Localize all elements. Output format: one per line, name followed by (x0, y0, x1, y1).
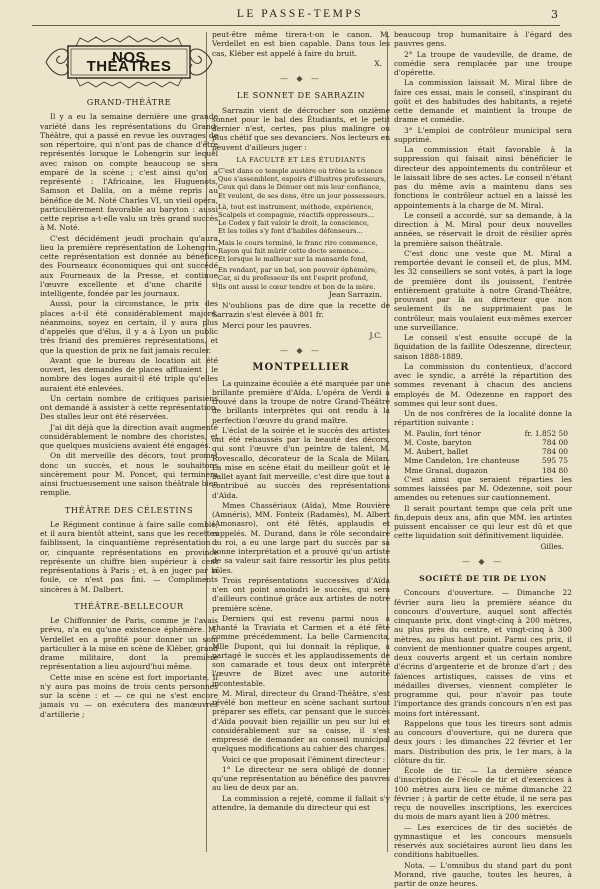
paragraph: La commission laissait M. Miral libre de faire ces essai, mais le conseil, s'inspirant du goût et des habitudes des habitants, a rejeté cette demande et maintient la troupe de drame et comédie. (394, 78, 572, 125)
section-heading: LE SONNET DE SARRAZIN (236, 90, 366, 101)
section-heading: SOCIÉTÉ DE TIR DE LYON (419, 574, 547, 583)
paragraph: N'oublions pas de dire que la recette de Sarrazin s'est élevée à 801 fr. (212, 301, 390, 320)
paragraph: Un certain nombre de critiques parisiens ont demandé à assister à cette représentation. Des stalles leur ont été réservées. (40, 393, 218, 422)
page-number: 3 (551, 8, 558, 21)
poem-line: Et lorsque le malheur sur la mansarde fond, (218, 254, 368, 263)
poem-line: Le Codex y fait valoir le droit, la conscience, (218, 219, 370, 228)
paragraph: Trois représentations successives d'Aïda n'en ont point amoindri le succès, qui sera d'ailleurs continué grâce aux artistes de notre première scène. (212, 575, 390, 613)
column-1 (40, 30, 218, 720)
ornament-divider-icon: — ◆ — (279, 74, 323, 83)
ornament-divider-icon: — ◆ — (279, 346, 323, 355)
ornament-divider-icon: — ◆ — (461, 556, 505, 566)
paragraph: C'est donc une veste que M. Miral a remportée devant le conseil et, de plus, MM. les 32 conseillers se sont votés, à part la loge de première dont ils jouissent, l'entrée entièrement gratuite à notre Grand-Théâtre, prouvant par là au directeur que non seulement ils ne supprimaient pas le contrôleur, mais voulaient eux-mêmes exercer une surveillance. (394, 248, 572, 332)
list-item: Mme Candelon, 1re chanteuse 595 75 (404, 456, 568, 466)
paragraph: M. Miral, directeur du Grand-Théâtre, s'est révélé bon metteur en scène sachant surtout préparer ses effets, car pensant que le succès d'Aïda pouvait bien rejaillir un peu sur lui et considérablement sur sa caisse, il s'est empressé de demander au conseil municipal quelques modifications au cahier des charges. (212, 688, 390, 754)
list-item: M. Coste, baryton 784 00 (404, 437, 568, 447)
paragraph: Il serait pourtant temps que cela prît une fin,depuis deux ans, afin que MM. les artistes puissent encaisser ce qui leur est dû et que cette liquidation soit définitivement liquidée. (394, 503, 572, 541)
paragraph: Merci pour les pauvres. (222, 320, 312, 330)
section-heading: GRAND-THÉÂTRE (86, 97, 172, 107)
paragraph: 1° Le directeur ne sera obligé de donner qu'une représentation au bénéfice des pauvres au lieu de deux par an. (212, 764, 390, 793)
paragraph: Il y a eu la semaine dernière une grande variété dans les représentations du Grand-Théâtre, qui a passé en revue les ouvrages de son répertoire, qui n'ont pas de chance d'être représentés lorsque le Lohengrin sur lequel avec raison on compte beaucoup se sera emparé de la scène ; c'est ainsi qu'on a représenté : l'Africaine, les Huguenots, Samson et Dalila, on a même repris au bénéfice de M. Noté Charles VI, un vieil opéra, particulièrement favorable au baryton : aussi cette reprise a-t-elle valu un très grand succès à M. Noté. (40, 112, 218, 233)
newspaper-title: LE PASSE-TEMPS (236, 8, 364, 20)
poem (218, 156, 390, 299)
paragraph: Concours d'ouverture. — Dimanche 22 février aura lieu la première séance du concours d'ouverture, auquel sont affectés cinquante prix, dont vingt-cinq à 200 mètres, au plus près du centre, et vingt-cinq à 300 mètres, au plus haut point. Parmi ces prix, il convient de mentionner quatre coupes argent, deux couverts argent et un certain nombre d'écrins d'argenterie et de bronze d'art ; des faïences artistiques, caisses de vins et médailles diverses, viennent compléter le programme qui, pour n'avoir pas toute l'importance des grands concours n'en est pas moins fort intéressant. (394, 588, 572, 718)
paragraph: peut-être même tirera-t-on le canon. M. Verdellet en est bien capable. Dans tous les cas, Kléber est appelé à faire du bruit. (212, 30, 390, 58)
poem-line: Que s'assemblent, espoirs d'illustres professeurs, (218, 175, 387, 184)
poem-line: Là, tout est instrument, méthode, expérience, (218, 202, 374, 211)
paragraph: Derniers qui est revenu parmi nous a chanté la Traviata et Carmen et a été fêté comme précédemment. La belle Carmencita, Mlle Dupont, qui lui donnait la réplique, a partagé le succès et les applaudissements de son camarade et tous deux ont interprété l'œuvre de Bizet avec une autorité incontestable. (212, 613, 390, 688)
paragraph: La commission a rejeté, comme il fallait s'y attendre, la demande du directeur qui est (212, 793, 390, 812)
paragraph: La commission était favorable à la suppression qui faisait ainsi bénéficier le directeur des appointements du contrôleur et le laissait libre de ses actes. Le conseil n'étant pas du même avis a maintenu dans ses fonctions le contrôleur actuel en a laissé les appointements à la charge de M. Miral. (394, 145, 572, 210)
paragraph: J'ai dit déjà que la direction avait augmenté considérablement le nombre des choristes, et que quelques musiciens avaient été engagés. (40, 422, 218, 450)
section-heading: THÉÂTRE-BELLECOUR (74, 600, 184, 611)
poem-line: En rendant, par un bal, son pouvoir éphémère, (218, 266, 378, 275)
paragraph: Le Chiffonnier de Paris, comme je l'avais prévu, n'a eu qu'une existence éphémère. M. Verdellet en a profité pour donner un soin particulier à la mise en scène de Kléber, grand drame militaire, dont la première représentation a lieu aujourd'hui même. (40, 616, 218, 672)
paragraph: C'est décidément jeudi prochain qu'aura lieu la première représentation de Lohengrin, cette représentation est donnée au bénéfice des Fourneaux économiques qui ont succédé aux Fourneaux de la Presse, et continue l'œuvre excellente et d'une charité si intelligente, fondée par les journaux. (40, 233, 218, 298)
poem-line: Rayon qui fait mûrir cette docte semence... (218, 246, 366, 255)
signature: Gilles. (540, 541, 564, 551)
payment-list (394, 429, 572, 475)
paragraph: Mmes Chassériaux (Aïda), Mme Rouvière (Amnéris), MM. Fonteix (Radamès), M. Albert (Amonasro), ont été fêtés, applaudis et rappelés. M. Durand, dans le rôle secondaire du roi, a eu une large part du succès par sa bonne interprétation et a prouvé qu'un artiste de sa valeur sait faire ressortir les plus petits rôles. (212, 500, 390, 575)
poem-line: Ceux qui dans le Dénuer ont mis leur confiance, (218, 183, 382, 192)
poem-line: Et veulent, de ses dons, être un jour possesseurs. (218, 191, 387, 200)
paragraph: Aussi, pour la circonstance, le prix des places a-t-il été considérablement majoré, néanmoins, soyez en certain, il y aura plus d'appelés que d'élus, il y a à Lyon un public très friand des premières représentations, et que la question de prix ne fait jamais reculer. (40, 299, 218, 355)
poem-line: Scalpels et compagnie, réactifs oppresseurs... (218, 210, 375, 219)
signature: X. (374, 58, 382, 68)
poem-line: Mais le cours terminé, le franc rire commence, (218, 238, 378, 247)
poem-line: Ils ont aussi le cœur tendre et bon de la mère. (218, 282, 376, 291)
paragraph: La quinzaine écoulée a été marquée par une brillante première d'Aïda. L'opéra de Verdi a trouvé dans la troupe de notre Grand-Théâtre de brillants interprètes qui ont rendu à la perfection l'œuvre du grand maître. (212, 378, 390, 425)
page-header (0, 0, 600, 26)
paragraph: 3° L'emploi de contrôleur municipal sera supprimé. (394, 125, 572, 144)
paragraph: Sarrazin vient de décrocher son onzième sonnet pour le bal des Étudiants, et le petit dernier n'est, certes, pas plus malingre ou plus chétif que ses devanciers. Nos lecteurs en peuvent d'ailleurs juger : (212, 105, 390, 152)
section-heading: THÉÂTRE DES CÉLESTINS (64, 504, 194, 515)
section-banner (40, 34, 218, 90)
paragraph: L'éclat de la soirée et le succès des artistes ont été rehaussés par la beauté des décors, qui sont l'œuvre d'un peintre de talent, M. Rovescallo, décorateur de la Scala de Milan. La mise en scène était du meilleur goût et le ballet ayant fait merveille, c'est dire que tout a contribué au succès des représentations d'Aïda. (212, 425, 390, 500)
poem-line: C'est dans ce temple austère où trône la science (218, 166, 383, 175)
banner-title: NOS THÉÂTRES (86, 49, 172, 76)
paragraph: Avant que le bureau de location ait été ouvert, les demandes de places affluaient ; le nombre des loges aurait-il été triple qu'elles auraient été enlevées. (40, 355, 218, 393)
paragraph: La commission du contentieux, d'accord avec le syndic, a arrêté la répartition des sommes revenant à chacun des anciens employés de M. Odezenne en rapport des sommes qui leur sont dues. (394, 361, 572, 408)
poem-line: Et les toiles s'y font d'habiles défenseurs... (218, 227, 363, 236)
paragraph: Nota. — L'omnibus du stand part du pont Morand, rive gauche, toutes les heures, à partir de onze heures. (394, 860, 572, 888)
list-item: Mme Granal, dugazon 184 80 (404, 465, 568, 475)
paragraph: — Les exercices de tir des sociétés de gymnastique et les concours mensuels réservés aux sociétaires auront lieu dans les conditions habituelles. (394, 822, 572, 860)
paragraph: C'est ainsi que seraient réparties les sommes laissées par M. Odezenne, soit pour amendes ou retenues sur cautionnement. (394, 474, 572, 503)
paragraph: Le conseil a accordé, sur sa demande, à la direction à M. Miral pour deux nouvelles années, se réservait le droit de résilier après la première saison théâtrale. (394, 210, 572, 248)
paragraph: 2° La troupe de vaudeville, de drame, de comédie sera remplacée par une troupe d'opérette. (394, 49, 572, 77)
paragraph: beaucoup trop humanitaire à l'égard des pauvres gens. (394, 30, 572, 49)
poem-signature: Jean Sarrazin. (328, 289, 382, 299)
paragraph: Voici ce que proposait l'éminent directeur : (222, 754, 386, 764)
list-item: M. Paulin, fort ténor fr. 1.852 50 (404, 428, 568, 438)
paragraph: On dit merveille des décors, tout promet donc un succès, et nous le souhaitons sincèrement pour M. Poncet, qui terminera ainsi fructueusement une saison théâtrale bien remplie. (40, 451, 218, 498)
signature: J.C. (369, 330, 382, 340)
paragraph: École de tir. — La dernière séance d'inscription de l'école de tir et d'exercices à 100 mètres aura lieu ce même dimanche 22 février ; à partir de cette étude, il ne sera pas reçu de nouvelles inscriptions, les exercices du mois de mars ayant lieu à 200 mètres. (394, 766, 572, 822)
paragraph: Rappelons que tous les tireurs sont admis au concours d'ouverture, qui ne durera que deux jours : les dimanches 22 février et 1er mars. Distribution des prix, le 1er mars, à la clôture du tir. (394, 718, 572, 765)
header-rule (32, 25, 560, 26)
paragraph: Le Régiment continue à faire salle comble, et il aura bientôt atteint, sans que les recettes faiblissent, la cinquantième représentation : or, cinquante représentations en province représente un chiffre bien supérieur à cent représentations à Paris ; et, à en juger par la foule, ce n'est pas fini. — Compliments sincères à M. Dalbert. (40, 519, 218, 594)
paragraph: Cette mise en scène est fort importante. Il n'y aura pas moins de trois cents personnes sur la scène : et — ce qui ne s'est encore jamais vu — on exécutera des manœuvres d'artillerie ; (40, 672, 218, 719)
column-2 (212, 30, 390, 813)
section-heading: MONTPELLIER (252, 362, 350, 374)
paragraph: Un de nos confrères de la localité donne la répartition suivante : (394, 409, 572, 428)
paragraph: Le conseil s'est ensuite occupé de la liquidation de la faillite Odeszenne, directeur, saison 1888-1889. (394, 333, 572, 361)
poem-title: LA FACULTÉ ET LES ÉTUDIANTS (236, 155, 366, 164)
poem-line: Car, si du professeur ils ont l'esprit profond, (218, 274, 369, 283)
list-item: M. Aubert, ballet 784 00 (404, 447, 568, 456)
column-3 (394, 30, 572, 889)
